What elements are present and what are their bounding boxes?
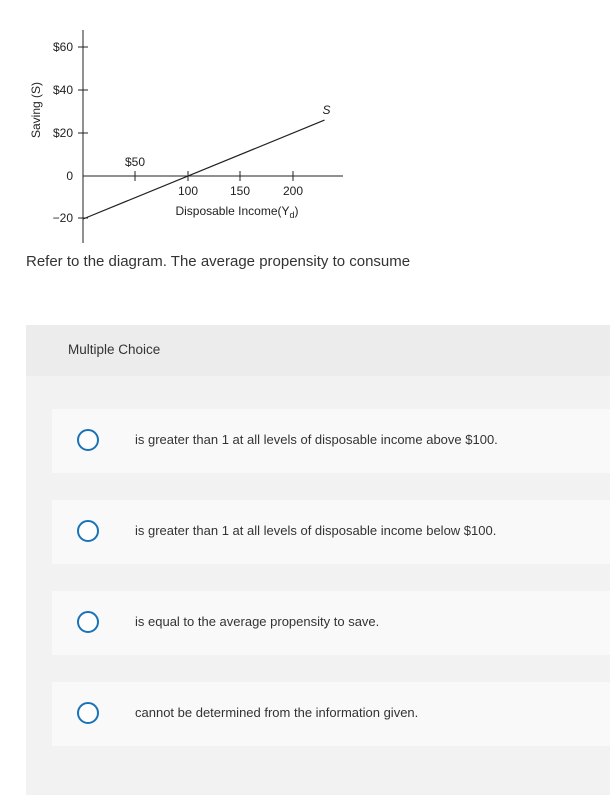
choice-option-2[interactable] [52, 500, 610, 564]
x-axis-label-close: ) [294, 204, 299, 218]
multiple-choice-title: Multiple Choice [68, 342, 161, 357]
saving-line-label: S [322, 103, 331, 118]
choice-text: is greater than 1 at all levels of disposable income below $100. [135, 523, 497, 538]
x-axis-label-main: Disposable Income(Y [175, 204, 290, 218]
choice-option-1[interactable] [52, 409, 610, 473]
radio-button[interactable] [77, 429, 99, 451]
saving-diagram [0, 0, 610, 245]
break-even-annotation: $50 [124, 155, 146, 169]
x-axis-label-sub: d [289, 210, 295, 220]
x-tick-label: 150 [229, 184, 251, 198]
question-text: Refer to the diagram. The average propensity to consume [26, 253, 411, 270]
y-tick-label: −20 [52, 211, 73, 225]
radio-button[interactable] [77, 702, 99, 724]
choice-text: is greater than 1 at all levels of disposable income above $100. [135, 432, 498, 447]
multiple-choice-header [26, 325, 610, 376]
y-tick-label: $40 [52, 83, 73, 97]
choice-text: cannot be determined from the information given. [135, 705, 419, 720]
y-tick-label: $60 [52, 40, 73, 54]
y-tick-label: $20 [52, 126, 73, 140]
choice-option-3[interactable] [52, 591, 610, 655]
x-tick-label: 200 [282, 184, 304, 198]
choice-option-4[interactable] [52, 682, 610, 746]
multiple-choice-panel [26, 325, 610, 795]
radio-button[interactable] [77, 520, 99, 542]
y-tick-label: 0 [66, 169, 73, 183]
x-ticks [135, 171, 303, 198]
x-axis-label [175, 204, 298, 220]
y-axis-label: Saving (S) [29, 81, 43, 139]
choice-text: is equal to the average propensity to save. [135, 614, 380, 629]
x-tick-label: 100 [177, 184, 199, 198]
radio-button[interactable] [77, 611, 99, 633]
